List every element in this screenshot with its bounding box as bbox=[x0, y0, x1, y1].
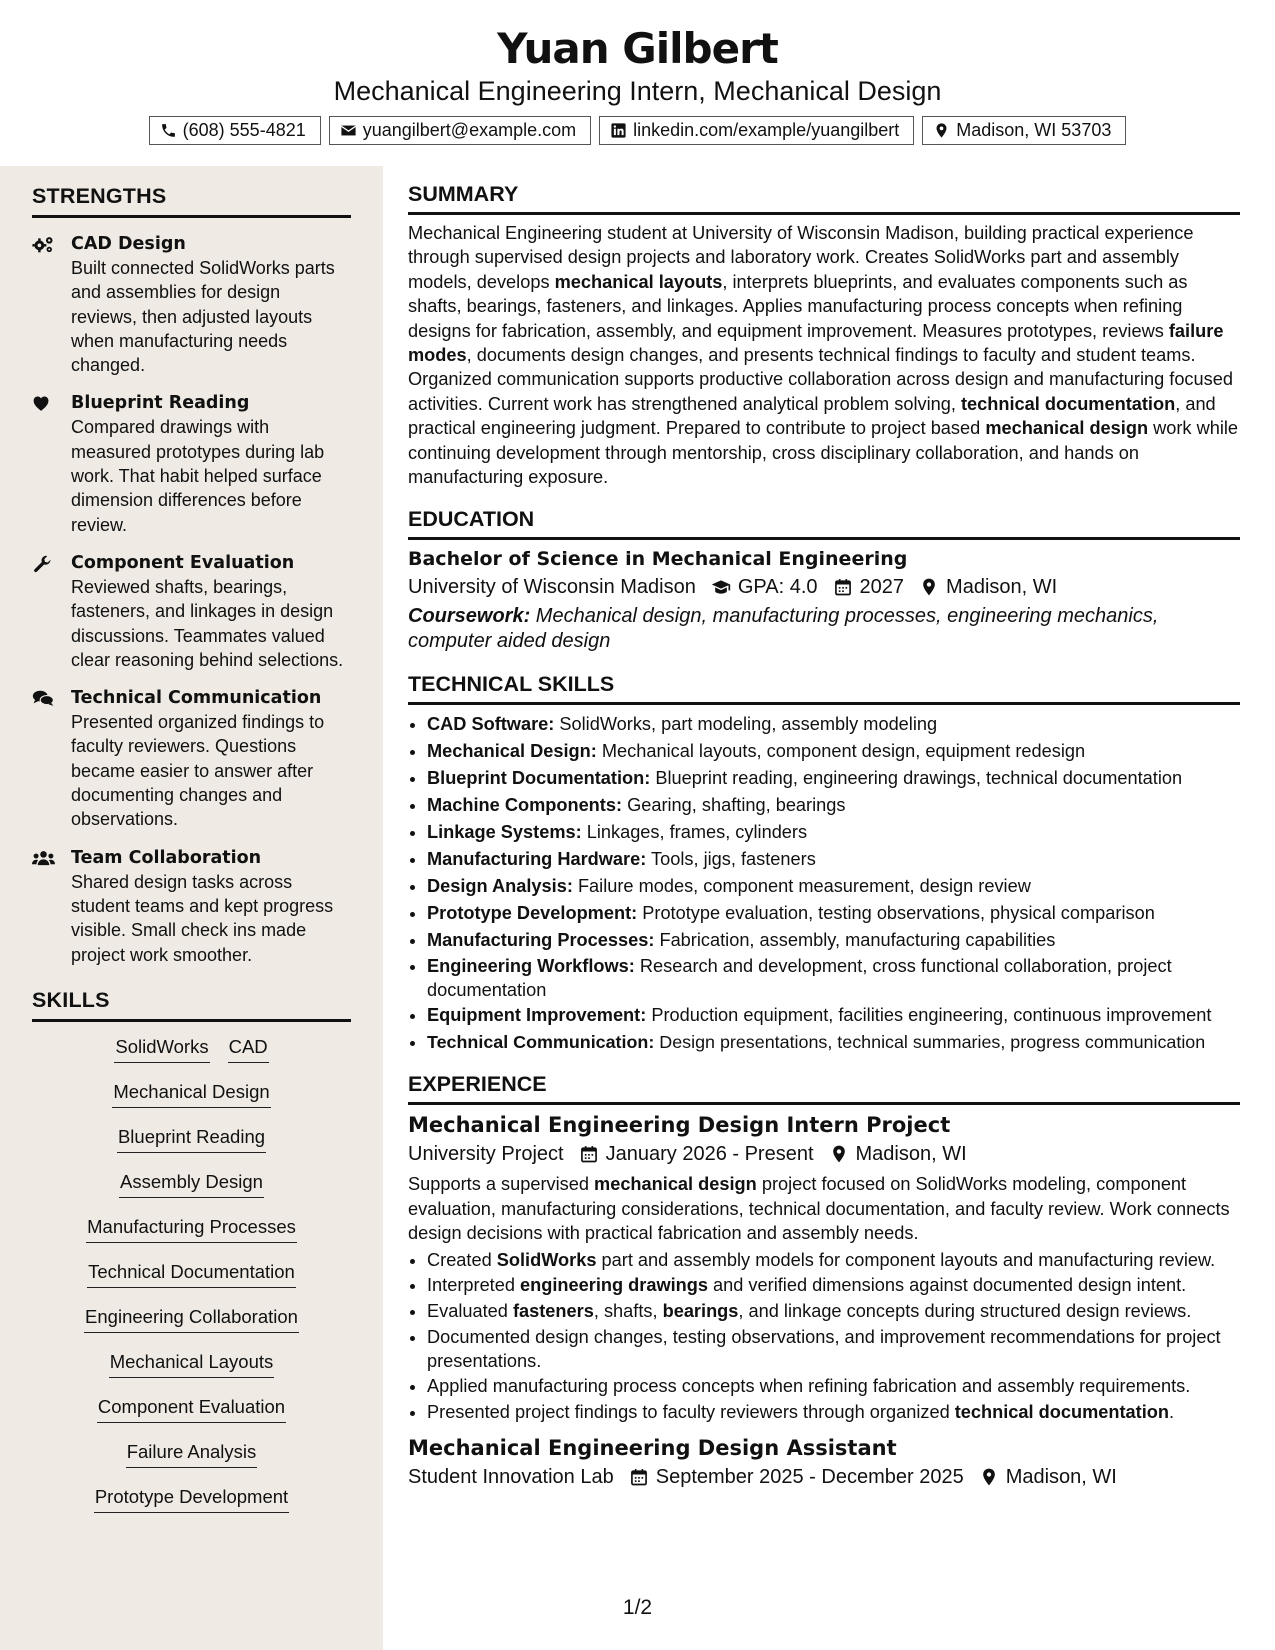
list-item: • Applied manufacturing process concepts when refining fabrication and assembly requirements. bbox=[427, 1373, 1240, 1400]
list-item: • Mechanical Design: Mechanical layouts, component design, equipment redesign bbox=[427, 738, 1240, 765]
contact-location bbox=[922, 116, 1126, 145]
skills-section bbox=[32, 986, 351, 1529]
list-item: • Evaluated fasteners, shafts, bearings, and linkage concepts during structured design reviews. bbox=[427, 1298, 1240, 1325]
strength-title: Blueprint Reading bbox=[71, 393, 250, 414]
skill-chip: Engineering Collaboration bbox=[84, 1304, 299, 1333]
school-location: Madison, WI bbox=[946, 576, 1058, 599]
wrench-icon bbox=[32, 554, 55, 573]
map-pin-icon bbox=[829, 1144, 849, 1164]
calendar-icon bbox=[833, 577, 853, 597]
graduation-cap-icon bbox=[711, 577, 731, 597]
contact-email[interactable] bbox=[329, 116, 591, 145]
strength-item bbox=[32, 551, 351, 672]
skill-chip: Assembly Design bbox=[119, 1169, 264, 1198]
strength-desc: Compared drawings with measured prototypes during lab work. That habit helped surface dimension differences before review. bbox=[71, 417, 325, 535]
strength-title: CAD Design bbox=[71, 234, 186, 254]
technical-skills-title: TECHNICAL SKILLS bbox=[408, 670, 1240, 705]
candidate-headline: Mechanical Engineering Intern, Mechanical Design bbox=[333, 76, 942, 106]
contact-location-text: Madison, WI 53703 bbox=[956, 120, 1112, 140]
job-org: University Project bbox=[408, 1143, 564, 1166]
list-item: • Machine Components: Gearing, shafting, bearings bbox=[427, 792, 1240, 819]
strength-item bbox=[32, 686, 351, 831]
calendar-icon bbox=[579, 1144, 599, 1164]
list-item: • CAD Software: SolidWorks, part modeling, assembly modeling bbox=[427, 711, 1240, 738]
skills-title: SKILLS bbox=[32, 986, 351, 1022]
grad-year: 2027 bbox=[859, 576, 905, 599]
map-pin-icon bbox=[979, 1467, 999, 1487]
skill-chip: Technical Documentation bbox=[87, 1259, 296, 1288]
strength-title: Team Collaboration bbox=[71, 847, 262, 868]
education-meta bbox=[408, 572, 1240, 602]
list-item: • Design Analysis: Failure modes, component measurement, design review bbox=[427, 873, 1240, 900]
contact-linkedin[interactable] bbox=[599, 116, 914, 145]
phone-icon bbox=[160, 122, 177, 139]
users-icon bbox=[32, 849, 55, 868]
contact-bar bbox=[0, 116, 1275, 145]
school-name: University of Wisconsin Madison bbox=[408, 576, 696, 599]
skill-chip: SolidWorks bbox=[114, 1034, 209, 1063]
candidate-name: Yuan Gilbert bbox=[497, 24, 778, 73]
skill-chip: Mechanical Design bbox=[112, 1079, 270, 1108]
skill-chip: Mechanical Layouts bbox=[109, 1349, 275, 1378]
heart-icon bbox=[32, 394, 55, 413]
summary-text: Mechanical Engineering student at University of Wisconsin Madison, building practical experience through supervised design projects and laboratory work. Creates SolidWorks part and assembly models, develops mechanical layouts, interprets blueprints, and evaluates components such as shafts, bearings, fasteners, and linkages. Applies manufacturing process concepts when refining designs for fabrication, assembly, and equipment improvement. Measures prototypes, reviews failure modes, documents design changes, and presents technical findings to faculty and student teams. Organized communication supports productive collaboration across design and manufacturing focused activities. Current work has strengthened analytical problem solving, technical documentation, and practical engineering judgment. Prepared to contribute to project based mechanical design work while continuing development through mentorship, cross disciplinary collaboration, and hands on manufacturing exposure. bbox=[408, 223, 1239, 488]
skills-list bbox=[32, 1034, 351, 1529]
coursework: Coursework: Mechanical design, manufacturing processes, engineering mechanics, computer aided design bbox=[408, 605, 1159, 653]
calendar-icon bbox=[629, 1467, 649, 1487]
gears-icon bbox=[32, 235, 55, 254]
skill-chip: Blueprint Reading bbox=[117, 1124, 266, 1153]
job-title: Mechanical Engineering Design Intern Project bbox=[408, 1113, 951, 1138]
list-item: • Created SolidWorks part and assembly models for component layouts and manufacturing review. bbox=[427, 1248, 1240, 1272]
contact-email-text: yuangilbert@example.com bbox=[362, 120, 577, 140]
skill-chip: Manufacturing Processes bbox=[86, 1214, 297, 1243]
job-dates: September 2025 - December 2025 bbox=[655, 1465, 964, 1488]
list-item: • Engineering Workflows: Research and development, cross functional collaboration, project documentation bbox=[427, 954, 1240, 1002]
list-item: • Prototype Development: Prototype evaluation, testing observations, physical comparison bbox=[427, 900, 1240, 927]
skill-chip: Component Evaluation bbox=[97, 1394, 286, 1423]
list-item: • Manufacturing Hardware: Tools, jigs, fasteners bbox=[427, 846, 1240, 873]
strength-item bbox=[32, 232, 351, 377]
envelope-icon bbox=[340, 122, 357, 139]
job-title: Mechanical Engineering Design Assistant bbox=[408, 1435, 897, 1460]
job-summary: Supports a supervised mechanical design project focused on SolidWorks modeling, component evaluation, manufacturing considerations, technical documentation, and faculty review. Work connects design decisions with practical fabrication and assembly needs. bbox=[408, 1174, 1230, 1244]
strength-desc: Reviewed shafts, bearings, fasteners, and linkages in design discussions. Teammates valued clear reasoning behind selections. bbox=[71, 576, 344, 670]
strength-title: Technical Communication bbox=[71, 688, 322, 709]
job-dates: January 2026 - Present bbox=[605, 1143, 814, 1166]
experience-title: EXPERIENCE bbox=[408, 1070, 1240, 1105]
list-item: • Linkage Systems: Linkages, frames, cylinders bbox=[427, 819, 1240, 846]
list-item: • Documented design changes, testing observations, and improvement recommendations for project presentations. bbox=[427, 1325, 1240, 1373]
job-bullets bbox=[408, 1248, 1240, 1426]
job-location: Madison, WI bbox=[1005, 1465, 1117, 1488]
sidebar bbox=[0, 166, 383, 1650]
skill-chip: CAD bbox=[228, 1034, 269, 1063]
contact-phone-text: (608) 555-4821 bbox=[182, 120, 306, 140]
strengths-section bbox=[32, 182, 351, 967]
main-column bbox=[408, 180, 1240, 1492]
contact-linkedin-text: linkedin.com/example/yuangilbert bbox=[633, 120, 900, 140]
comments-icon bbox=[32, 689, 55, 708]
gpa: GPA: 4.0 bbox=[737, 576, 818, 599]
strength-desc: Built connected SolidWorks parts and assemblies for design reviews, then adjusted layouts when manufacturing needs changed. bbox=[71, 258, 335, 376]
strengths-title: STRENGTHS bbox=[32, 182, 351, 218]
strength-item bbox=[32, 391, 351, 536]
linkedin-icon bbox=[610, 122, 627, 139]
strength-desc: Shared design tasks across student teams and kept progress visible. Small check ins made project work smoother. bbox=[71, 871, 334, 965]
list-item: • Manufacturing Processes: Fabrication, assembly, manufacturing capabilities bbox=[427, 927, 1240, 954]
list-item: • Technical Communication: Design presentations, technical summaries, progress communication bbox=[427, 1029, 1240, 1056]
job-org: Student Innovation Lab bbox=[408, 1465, 614, 1488]
strength-desc: Presented organized findings to faculty reviewers. Questions became easier to answer after documenting changes and observations. bbox=[71, 712, 325, 830]
list-item: • Interpreted engineering drawings and verified dimensions against documented design intent. bbox=[427, 1272, 1240, 1299]
technical-skills-list bbox=[408, 711, 1240, 1056]
page-number: 1/2 bbox=[622, 1596, 653, 1619]
skill-chip: Failure Analysis bbox=[126, 1439, 258, 1468]
resume-header bbox=[0, 0, 1275, 145]
map-pin-icon bbox=[919, 577, 939, 597]
education-title: EDUCATION bbox=[408, 505, 1240, 540]
map-pin-icon bbox=[933, 122, 950, 139]
job-meta bbox=[408, 1139, 1240, 1169]
contact-phone[interactable] bbox=[149, 116, 321, 145]
degree-title: Bachelor of Science in Mechanical Engineering bbox=[408, 548, 908, 571]
job-meta bbox=[408, 1462, 1240, 1492]
list-item: • Blueprint Documentation: Blueprint reading, engineering drawings, technical documentation bbox=[427, 765, 1240, 792]
summary-title: SUMMARY bbox=[408, 180, 1240, 215]
list-item: • Presented project findings to faculty reviewers through organized technical documentation. bbox=[427, 1399, 1240, 1426]
strength-item bbox=[32, 846, 351, 967]
job-location: Madison, WI bbox=[855, 1143, 967, 1166]
skill-chip: Prototype Development bbox=[94, 1484, 289, 1513]
list-item: • Equipment Improvement: Production equipment, facilities engineering, continuous improvement bbox=[427, 1002, 1240, 1029]
strength-title: Component Evaluation bbox=[71, 552, 295, 573]
